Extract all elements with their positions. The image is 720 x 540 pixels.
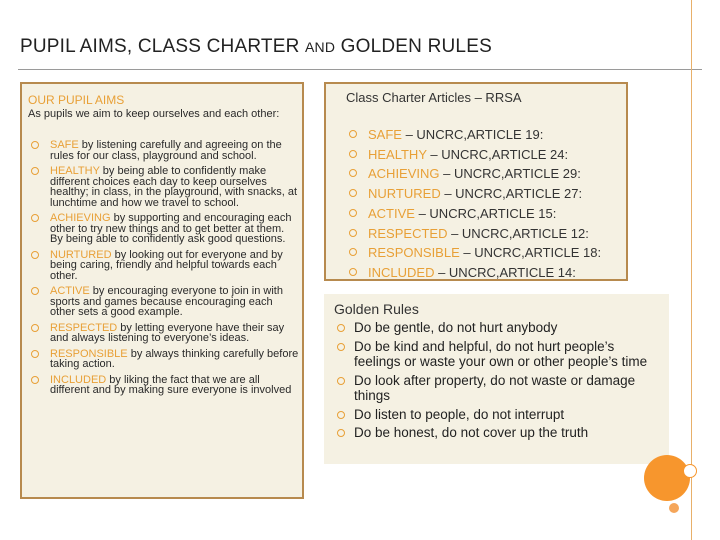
decorative-ring-circle [683,464,697,478]
charter-text: – UNCRC,ARTICLE 18: [459,245,602,261]
golden-rules-list [334,320,664,444]
list-item [346,164,601,184]
bullet-icon [349,248,357,256]
bullet-icon [349,268,357,276]
list-item [346,263,601,283]
aim-keyword: RESPECTED [50,321,118,334]
pupil-aims-intro: As pupils we aim to keep ourselves and each other: [28,108,280,120]
aim-text: by encouraging everyone to join in with sports and games because encouraging each other sets a good example. [50,285,283,318]
list-item [346,243,601,263]
list-item [334,320,664,336]
list-item [346,125,601,145]
aim-text: by letting everyone have their say and always listening to everyone’s ideas. [50,321,285,344]
aim-text: by being able to confidently make different choices each day to keep ourselves healthy; in class, in the playground, with snacks, at lunchtime and how we travel to school. [50,165,298,209]
bullet-icon [349,189,357,197]
list-item [28,140,300,161]
aim-text: by listening carefully and agreeing on the rules for our class, playground and school. [50,139,282,162]
golden-rules-heading: Golden Rules [334,301,419,317]
list-item [334,373,664,404]
bullet-icon [349,169,357,177]
list-item [28,323,300,344]
golden-rule-text: Do listen to people, do not interrupt [354,406,565,422]
list-item [334,425,664,441]
list-item [28,286,300,318]
bullet-icon [31,214,39,222]
class-charter-panel [324,82,628,281]
class-charter-list [346,125,601,283]
golden-rules-panel [324,294,669,464]
list-item [334,339,664,370]
bullet-icon [349,130,357,138]
charter-keyword: ACHIEVING [368,166,440,182]
list-item [28,375,300,396]
golden-rule-text: Do be gentle, do not hurt anybody [354,320,558,335]
bullet-icon [31,141,39,149]
aim-keyword: INCLUDED [50,373,107,386]
aim-text: by always thinking carefully before taking action. [50,347,299,370]
bullet-icon [31,376,39,384]
list-item [28,166,300,208]
title-part-2: GOLDEN RULES [335,36,492,57]
aim-keyword: ACHIEVING [50,212,111,224]
list-item [28,349,300,370]
decorative-vertical-line [691,0,692,540]
title-and: AND [305,39,336,55]
golden-rule-text: Do be kind and helpful, do not hurt people’s feelings or waste your own or other people’s time [354,338,648,369]
bullet-icon [31,251,39,259]
charter-keyword: ACTIVE [368,205,415,221]
list-item [346,224,601,244]
list-item [334,407,664,423]
charter-text: – UNCRC,ARTICLE 15: [414,205,557,221]
list-item [346,145,601,165]
charter-text: – UNCRC,ARTICLE 19: [401,127,544,142]
list-item [28,213,300,245]
bullet-icon [349,209,357,217]
aim-keyword: SAFE [50,139,79,151]
decorative-small-circle [669,503,679,513]
charter-text: – UNCRC,ARTICLE 29: [439,166,581,182]
charter-text: – UNCRC,ARTICLE 24: [426,146,569,162]
bullet-icon [31,167,39,175]
aim-keyword: NURTURED [50,248,112,261]
list-item [346,204,601,224]
pupil-aims-panel [20,82,304,499]
bullet-icon [349,229,357,237]
charter-keyword: INCLUDED [368,264,435,280]
bullet-icon [31,287,39,295]
charter-text: – UNCRC,ARTICLE 12: [447,225,589,241]
aim-keyword: RESPONSIBLE [50,347,128,360]
charter-keyword: NURTURED [368,186,441,202]
charter-keyword: RESPECTED [368,225,448,241]
list-item [28,250,300,282]
decorative-large-circle [644,455,690,501]
title-part-1: PUPIL AIMS, CLASS CHARTER [20,36,306,57]
aim-keyword: ACTIVE [50,285,90,297]
class-charter-heading: Class Charter Articles – RRSA [346,90,522,105]
charter-keyword: SAFE [368,127,402,142]
aim-text: by supporting and encouraging each other to try new things and to get better at them. By being able to confidently ask good questions. [50,212,292,245]
golden-rule-text: Do be honest, do not cover up the truth [354,425,589,440]
charter-text: – UNCRC,ARTICLE 27: [440,186,583,202]
aim-text: by looking out for everyone and by being caring, friendly and helpful towards each other. [50,248,283,282]
charter-keyword: RESPONSIBLE [368,245,460,261]
bullet-icon [337,343,345,351]
slide-title [20,36,492,58]
bullet-icon [337,429,345,437]
bullet-icon [337,411,345,419]
charter-text: – UNCRC,ARTICLE 14: [434,264,576,280]
list-item [346,184,601,204]
bullet-icon [337,377,345,385]
charter-keyword: HEALTHY [368,146,427,162]
bullet-icon [31,324,39,332]
aim-keyword: HEALTHY [50,165,100,177]
bullet-icon [31,350,39,358]
pupil-aims-heading: OUR PUPIL AIMS [28,93,125,107]
pupil-aims-list [28,140,300,401]
golden-rule-text: Do look after property, do not waste or damage things [354,372,636,403]
bullet-icon [349,150,357,158]
bullet-icon [337,324,345,332]
aim-text: by liking the fact that we are all different and by making sure everyone is involved [50,373,292,396]
title-divider [18,69,702,70]
